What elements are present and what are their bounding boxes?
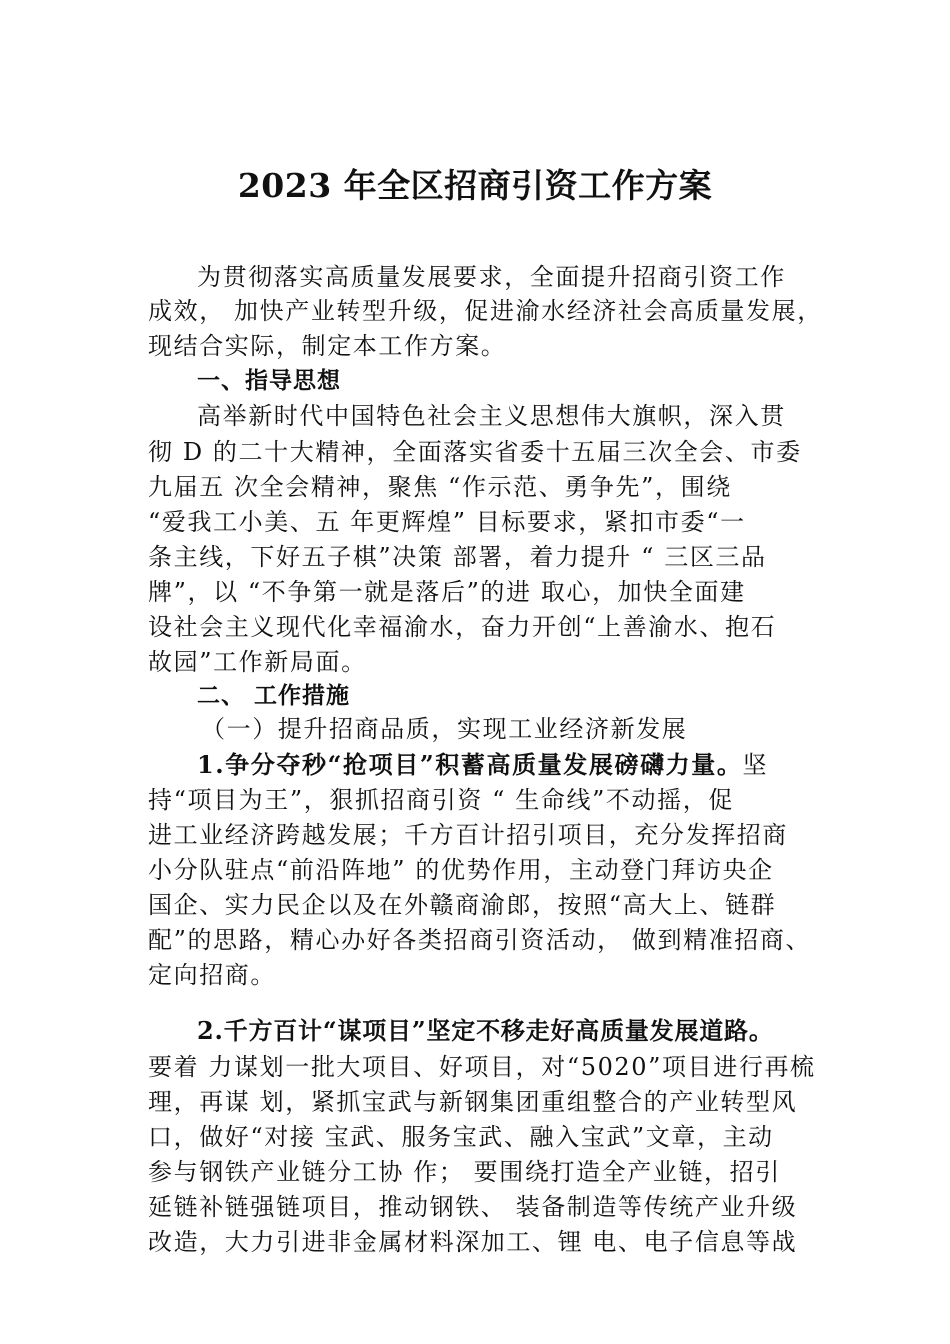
item1-line: 国企、实力民企以及在外赣商渝郎，按照“高大上、链群 bbox=[148, 891, 777, 919]
section1-line: 彻 D 的二十大精神，全面落实省委十五届三次全会、市委 bbox=[148, 438, 802, 466]
item2-line: 改造，大力引进非金属材料深加工、锂 电、电子信息等战 bbox=[148, 1228, 798, 1256]
intro-line: 成效， 加快产业转型升级，促进渝水经济社会高质量发展， bbox=[148, 297, 823, 325]
item2-line: 参与钢铁产业链分工协 作； 要围绕打造全产业链，招引 bbox=[148, 1158, 781, 1186]
item2-line: 延链补链强链项目，推动钢铁、 装备制造等传统产业升级 bbox=[148, 1193, 798, 1221]
item1-line: 进工业经济跨越发展；千方百计招引项目，充分发挥招商 bbox=[148, 821, 788, 849]
item1-title-tail: 坚 bbox=[742, 751, 769, 779]
item2-line: 口，做好“对接 宝武、服务宝武、融入宝武”文章，主动 bbox=[148, 1123, 774, 1151]
section1-line: 高举新时代中国特色社会主义思想伟大旗帜，深入贯 bbox=[197, 402, 786, 430]
section-heading-work-measures: 二、 工作措施 bbox=[197, 683, 351, 709]
item2-line: 要着 力谋划一批大项目、好项目，对“5020”项目进行再梳 bbox=[148, 1053, 816, 1081]
section1-line: 九届五 次全会精神，聚焦 “作示范、勇争先”，围绕 bbox=[148, 473, 732, 501]
item1-line: 持“项目为王”，狠抓招商引资 “ 生命线”不动摇，促 bbox=[148, 786, 734, 814]
section1-line: 牌”，以 “不争第一就是落后”的进 取心，加快全面建 bbox=[148, 578, 746, 606]
item1-line: 小分队驻点“前沿阵地” 的优势作用，主动登门拜访央企 bbox=[148, 856, 774, 884]
item2-line: 理，再谋 划，紧抓宝武与新钢集团重组整合的产业转型风 bbox=[148, 1088, 798, 1116]
item2-title: 2.千方百计“谋项目”坚定不移走好高质量发展道路。 bbox=[197, 1016, 774, 1045]
item1-title: 1.争分夺秒“抢项目”积蓄高质量发展磅礴力量。 bbox=[197, 750, 743, 779]
section1-line: “爱我工小美、五 年更辉煌” 目标要求，紧扣市委“一 bbox=[148, 508, 746, 536]
item1-line: 配”的思路，精心办好各类招商引资活动， 做到精准招商、 bbox=[148, 926, 812, 954]
intro-line: 为贯彻落实高质量发展要求，全面提升招商引资工作 bbox=[197, 263, 786, 291]
subsection-heading: （一）提升招商品质，实现工业经济新发展 bbox=[201, 715, 688, 743]
intro-line: 现结合实际，制定本工作方案。 bbox=[148, 332, 507, 360]
section1-line: 条主线，下好五子棋”决策 部署，着力提升 “ 三区三品 bbox=[148, 543, 767, 571]
document-title: 2023 年全区招商引资工作方案 bbox=[237, 166, 713, 205]
section-heading-guiding-thought: 一、指导思想 bbox=[197, 368, 341, 394]
item1-first-line bbox=[197, 746, 829, 784]
item1-line: 定向招商。 bbox=[148, 961, 276, 989]
section1-line: 故园”工作新局面。 bbox=[148, 648, 367, 676]
section1-line: 设社会主义现代化幸福渝水，奋力开创“上善渝水、抱石 bbox=[148, 613, 777, 641]
